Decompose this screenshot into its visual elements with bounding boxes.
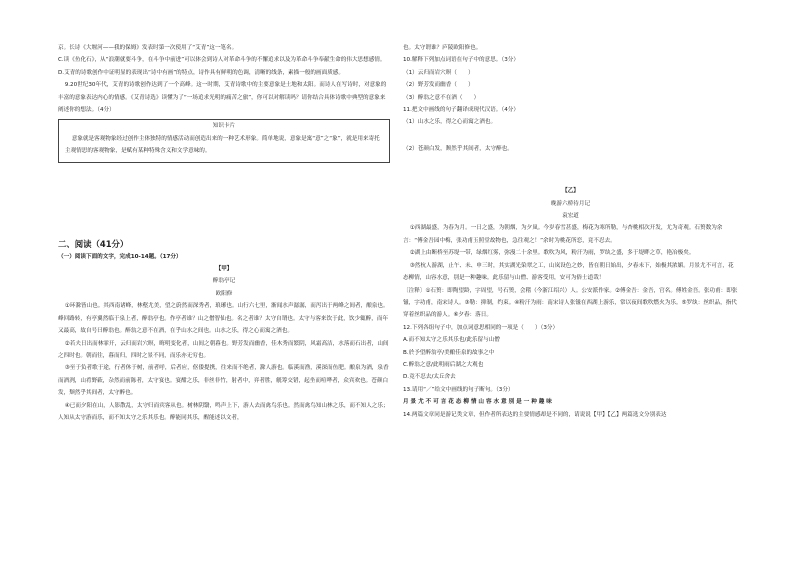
question-12: 12.下列各组句子中，加点词意思相同的一项是（ ）（3分）	[403, 324, 559, 331]
sub-section-heading: （一）阅读下面的文字，完成10-14题。（17分）	[58, 253, 182, 260]
passage-paragraph-1: ①环滁皆山也。其西南诸峰，林壑尤美，望之蔚然而深秀者，琅琊也。山行六七里，渐闻水声潺潺，而泻出于两峰之间者，酿泉也。峰回路转，有亭翼然临于泉上者，醉翁亭也。作亭者谁？山之僧智仙也。名之者谁？太守自谓也。太守与客来饮于此，饮少辄醉，而年又最高，故自号曰醉翁也。醉翁之意不在酒，在乎山水之间也。山水之乐，得之心而寓之酒也。	[58, 303, 389, 335]
right-column	[403, 42, 738, 421]
question-10-item-3: （3）醉翁之意不在酒（ ）	[403, 94, 480, 101]
text-yi-label: 【乙】	[562, 188, 579, 195]
question-11-item-1: （1）山水之乐，得之心而寓之酒也。	[403, 119, 497, 126]
question-10-item-2: （2）野芳发而幽香（ ）	[403, 82, 474, 89]
yi-paragraph-1: ①西湖最盛，为春为月。一日之盛，为朝烟，为夕岚。今岁春雪甚盛，梅花为寒所勒，与杏桃相次开发，尤为奇观。石篑数为余言：“傅金吾园中梅，张功甫玉照堂故物也，急往观之！”余时为桃花所恋，竟不忍去。	[403, 225, 723, 244]
option-b-tail: 京。长诗《大堰河——我的保姆》发表时第一次使用了“艾青”这一笔名。	[58, 45, 238, 51]
option-d: D.艾青的诗歌创作中证明显的表现出“诗中有画”的特点，诗作具有鲜明的色调，清晰的线条，素描一般的画面质感。	[58, 69, 344, 76]
question-9: 9.20世纪30年代，艾青的诗歌创作达到了一个高峰。这一时期，艾青诗歌中的主要意象是土地和太阳。而诗人在写诗时，对意象的丰富的意象表达内心的情感。《艾青诗选》读懂为了“一场追求光明的痛苦之旅”，你可以对解读吗？请你结合具体诗歌中典型的意象来阐述你的想法。（4分）	[58, 82, 387, 114]
question-12-option-b: B.於予望醉翁亭/美酿佳泉的故事之中	[403, 349, 495, 356]
option-c: C.读《鱼化石》，从“浪潮就要斗争，在斗争中前进”可以体会到诗人对革命斗争的不懈追求以及为革命斗争奉献生命的伟大思想感情。	[58, 57, 386, 64]
section-heading: 二、阅读（41分）	[58, 238, 129, 249]
text-jia-author: 欧阳修	[215, 290, 233, 297]
passage-paragraph-3: ③至于负者歌于途，行者休于树，前者呼，后者应，伛偻提携，往来而不绝者，滁人游也。临溪而渔，溪深而鱼肥。酿泉为酒，泉香而酒洌，山肴野蔌，杂然而前陈者，太守宴也。宴酣之乐，非丝非竹，射者中，弈者胜，觥筹交错，起坐而喧哗者，众宾欢也。苍颜白发，颓然乎其间者，太守醉也。	[58, 365, 389, 397]
question-11-item-2: （2）苍颜白发，颓然乎其间者，太守醉也。	[403, 145, 513, 152]
answer-space	[403, 155, 738, 185]
text-yi-title: 晚游六桥待月记	[550, 200, 591, 207]
text-jia-title: 醉翁亭记	[212, 278, 236, 285]
yi-paragraph-3: ③然杭人游湖，止午、未、申三时，其实湖光染翠之工，山岚设色之妙，皆在朝日始出，夕舂未下，始极其浓媚。月景尤不可言，花态柳情，山容水意，别是一种趣味。此乐留与山僧、游客受用，安可为俗士道哉！	[403, 262, 734, 282]
passage-paragraph-2: ②若夫日出而林霏开，云归而岩穴暝，晦明变化者，山间之朝暮也。野芳发而幽香，佳木秀而繁阴，风霜高洁，水落而石出者，山间之四时也。朝而往，暮而归，四时之景不同，而乐亦无穷也。	[58, 340, 389, 359]
knowledge-card	[58, 119, 390, 162]
question-12-option-a: A.而不知太守之乐其乐也/此乐留与山僧	[403, 337, 500, 344]
question-11: 11.把文中画线的句子翻译成现代汉语。（4分）	[403, 107, 519, 114]
question-14: 14.两篇文章同是游记类文章，但作者所表达的主要情感却是不同的，请说说【甲】【乙】两篇选文分别表达	[403, 411, 667, 418]
passage-end: 也。太守谓谁？庐陵欧阳修也。	[403, 45, 482, 51]
text-yi-author: 袁宏道	[562, 213, 579, 220]
answer-space	[403, 129, 738, 143]
knowledge-card-title: 知识卡片	[212, 123, 236, 130]
left-column	[58, 42, 390, 424]
blank-space	[58, 163, 390, 237]
question-10: 10.解释下列加点词语在句子中的意思。（3分）	[403, 57, 519, 64]
question-10-item-1: （1）云归而岩穴暝（ ）	[403, 69, 474, 76]
question-12-option-c: C.醉翁之意/此明雨后湖之大观也	[403, 361, 484, 368]
text-jia-label: 【甲】	[215, 266, 233, 273]
passage-paragraph-4: ④已而夕阳在山，人影散乱，太守归而宾客从也。树林阴翳，鸣声上下，游人去而禽鸟乐也。然而禽鸟知山林之乐，而不知人之乐；人知从太守游而乐，而不知太守之乐其乐也。醉能同其乐，醒能述以文者，	[58, 402, 389, 421]
question-12-option-d: D.竟不忍去/太丘舍去	[403, 374, 456, 381]
knowledge-card-body: 意象就是客观物象经过创作主体独特的情感活动而创造出来的一种艺术形象。简单地说，意象是寓“意”之“象”，就是用来寄托主观情思的客观物象，是赋有某种特殊含义和文学意味的。	[65, 135, 380, 155]
question-13-sentence: 月 景 尤 不 可 言 花 态 柳 情 山 容 水 意 别 是 一 种 趣 味	[403, 399, 552, 406]
question-13: 13.请用“／”给文中画线的句子断句。（3分）	[403, 386, 514, 393]
yi-annotations: 〔注释〕①石篑：即陶望龄，字周望，号石篑，会稽（今浙江绍兴）人。公安派作家。②傅金吾：金吾，官名。傅姓金吾。张功甫：即张镃，字功甫，南宋诗人。③勒：抑制，约束。④粉汗为雨：南宋诗人张镃在西湖上游乐，常以夜间歌吹燃火为乐。⑤罗纨：丝织品，指代穿着丝织品的游人。⑥夕舂：落日。	[403, 287, 738, 319]
yi-paragraph-2: ②湖上由断桥至苏堤一带，绿烟红雾，弥漫二十余里。歌吹为风，粉汗为雨，罗纨之盛，多于堤畔之草，艳冶极矣。	[409, 250, 695, 257]
